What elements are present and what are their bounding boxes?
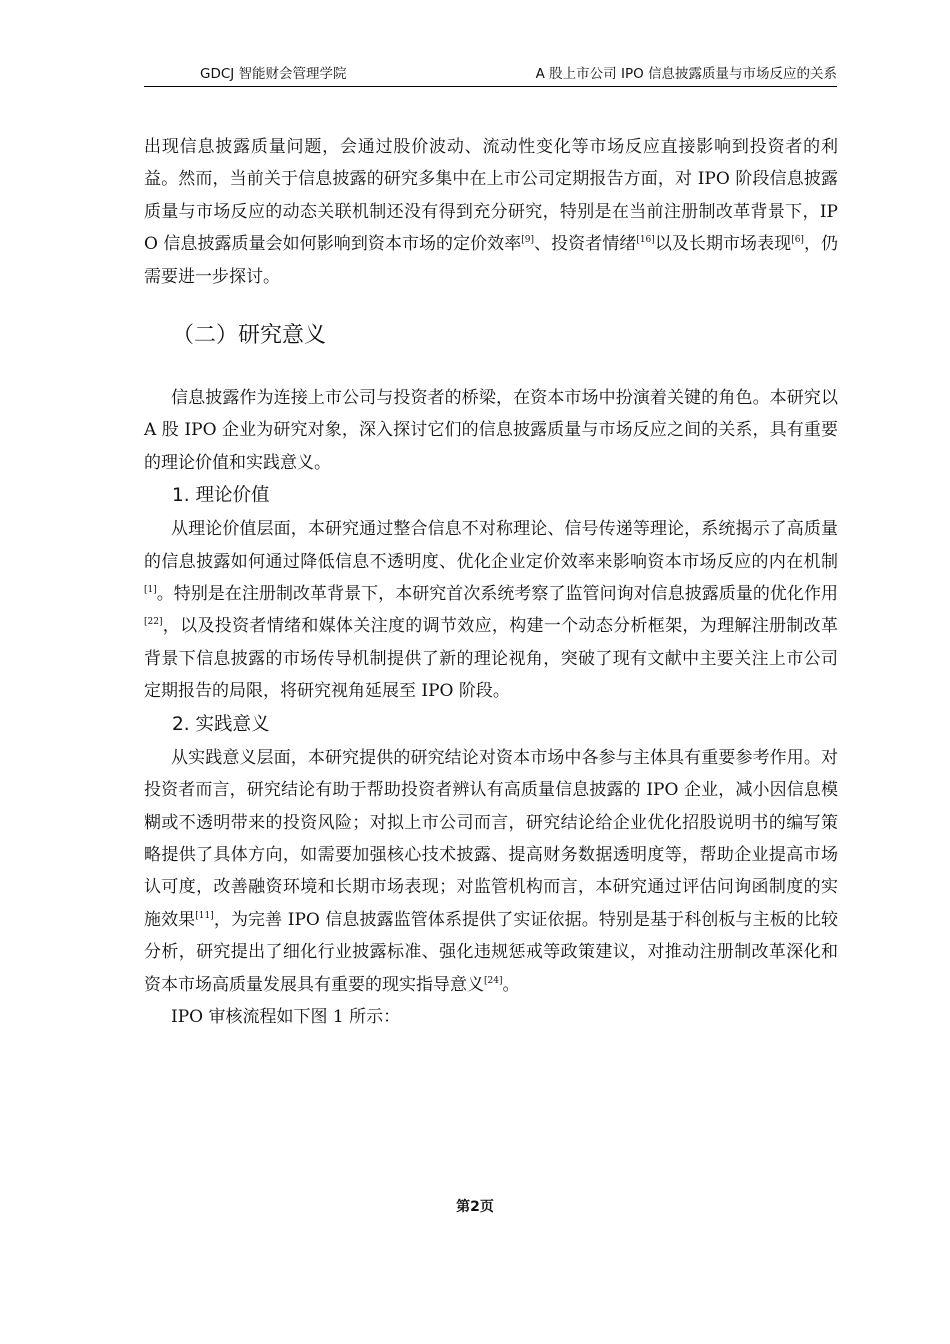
page-content	[144, 131, 838, 1033]
intro-text-4: ，仍需要进一步探讨。	[144, 234, 839, 287]
figure-intro-line: IPO 审核流程如下图 1 所示：	[171, 1006, 401, 1027]
theory-text-3: ，以及投资者情绪和媒体关注度的调节效应，构建一个动态分析框架，为理解注册制改革背景下信息披露的市场传导机制提供了新的理论视角，突破了现有文献中主要关注上市公司定期报告的局限，将研究视角延展至 IPO 阶段。	[144, 616, 838, 702]
intro-text-3: 以及长期市场表现	[654, 234, 792, 255]
practice-text-2: ，为完善 IPO 信息披露监管体系提供了实证依据。特别是基于科创板与主板的比较分析，研究提出了细化行业披露标准、强化违规惩戒等政策建议，对推动注册制改革深化和资本市场高质量发展具有重要的现实指导意义	[144, 909, 838, 995]
header-institution: GDCJ 智能财会管理学院	[200, 66, 347, 82]
page-number: 第2页	[456, 1199, 494, 1215]
citation-ref: [9]	[521, 235, 535, 246]
subheading-practice: 2. 实践意义	[172, 713, 270, 735]
page-header	[144, 64, 837, 87]
section-heading-significance: （二）研究意义	[172, 323, 327, 349]
intro-text-2: 、投资者情绪	[534, 234, 637, 255]
citation-ref: [11]	[195, 910, 214, 921]
theory-text-2: 。特别是在注册制改革背景下，本研究首次系统考察了监管问询对信息披露质量的优化作用	[156, 584, 838, 605]
significance-paragraph: 信息披露作为连接上市公司与投资者的桥梁，在资本市场中扮演着关键的角色。本研究以 A 股 IPO 企业为研究对象，深入探讨它们的信息披露质量与市场反应之间的关系，具有重要的理论价值和实践意义。	[144, 388, 838, 473]
citation-ref: [24]	[484, 975, 503, 986]
intro-paragraph	[144, 131, 838, 293]
citation-ref: [16]	[636, 235, 655, 246]
subheading-theory: 1. 理论价值	[172, 485, 270, 507]
theory-text-1: 从理论价值层面，本研究通过整合信息不对称理论、信号传递等理论，系统揭示了高质量的信息披露如何通过降低信息不透明度、优化企业定价效率来影响资本市场反应的内在机制	[144, 519, 838, 572]
theory-paragraph	[144, 513, 838, 707]
practice-text-1: 从实践意义层面，本研究提供的研究结论对资本市场中各参与主体具有重要参考作用。对投资者而言，研究结论有助于帮助投资者辨认有高质量信息披露的 IPO 企业，减小因信息模糊或不透明带来的投资风险；对拟上市公司而言，研究结论给企业优化招股说明书的编写策略提供了具体方向，如需要加强核心技术披露、提高财务数据透明度等，帮助企业提高市场认可度，改善融资环境和长期市场表现；对监管机构而言，本研究通过评估问询函制度的实施效果	[144, 747, 838, 930]
citation-ref: [1]	[144, 585, 157, 596]
practice-paragraph	[144, 742, 838, 1001]
header-paper-title: A 股上市公司 IPO 信息披露质量与市场反应的关系	[535, 66, 837, 82]
practice-text-3: 。	[502, 974, 520, 995]
intro-text-1: 出现信息披露质量问题，会通过股价波动、流动性变化等市场反应直接影响到投资者的利益。然而，当前关于信息披露的研究多集中在上市公司定期报告方面，对 IPO 阶段信息披露质量与市场反应的动态关联机制还没有得到充分研究，特别是在当前注册制改革背景下，IPO 信息披露质量会如何影响到资本市场的定价效率	[144, 137, 838, 255]
citation-ref: [6]	[791, 235, 804, 246]
citation-ref: [22]	[144, 617, 163, 628]
